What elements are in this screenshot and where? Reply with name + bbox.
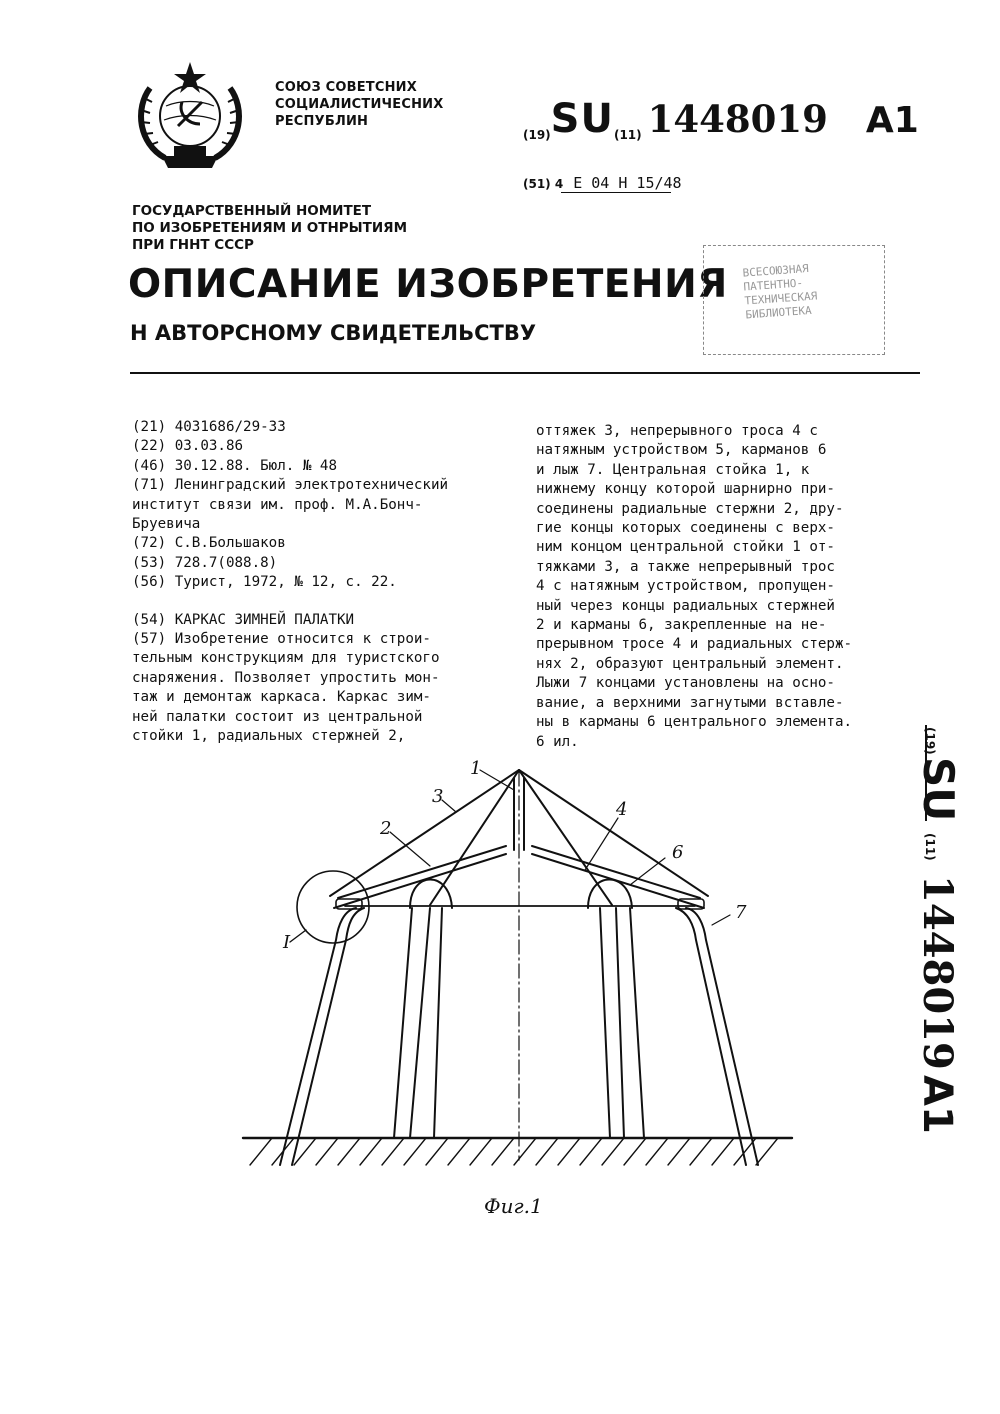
abstract-line: натяжным устройством 5, карманов 6 [536, 442, 827, 459]
abstract-line: ней палатки состоит из центральной [132, 708, 423, 725]
stamp-line: БИБЛИОТЕКА [745, 303, 813, 322]
ipc-underline [561, 192, 671, 193]
biblio-line: (72) С.В.Большаков [132, 535, 286, 552]
label-3: 3 [432, 786, 444, 807]
union-line: РЕСПУБЛИН [275, 114, 369, 129]
invention-title: (54) КАРКАС ЗИМНЕЙ ПАЛАТКИ [132, 611, 355, 628]
label-7: 7 [735, 902, 747, 923]
abstract-line: тяжками 3, а также непрерывный трос [536, 558, 835, 575]
biblio-line: Бруевича [132, 516, 201, 533]
biblio-line: (46) 30.12.88. Бюл. № 48 [132, 457, 337, 474]
committee-line: ПРИ ГННТ СССР [132, 237, 254, 253]
abstract-line: нижнему концу которой шарнирно при- [536, 481, 835, 498]
label-4: 4 [616, 799, 628, 820]
stamp-line: ТЕХНИЧЕСКАЯ [744, 289, 818, 308]
biblio-line: (71) Ленинградский электротехнический [132, 477, 449, 494]
committee-name [132, 203, 407, 254]
side-country-code: SU [914, 757, 963, 822]
document-subtitle: Н АВТОРСНОМУ СВИДЕТЕЛЬСТВУ [130, 321, 537, 345]
field-11: (11) [613, 128, 642, 142]
stamp-line: ВСЕСОЮЗНАЯ [742, 261, 810, 280]
abstract-line: 6 ил. [536, 733, 579, 750]
biblio-line: (56) Турист, 1972, № 12, с. 22. [132, 574, 397, 591]
left-column [132, 418, 448, 747]
label-6: 6 [672, 842, 684, 863]
ipc-code: Е 04 Н 15/48 [573, 174, 682, 192]
side-kind-code: A1 [914, 1075, 960, 1134]
abstract-line: прерывном тросе 4 и радиальных стерж- [536, 636, 853, 653]
abstract-line: оттяжек 3, непрерывного троса 4 с [536, 423, 818, 439]
side-patent-identifier [902, 725, 982, 1165]
side-patent-number: 1448019 [914, 875, 961, 1070]
label-2: 2 [380, 818, 392, 839]
abstract-line: 4 с натяжным устройством, пропущен- [536, 578, 835, 595]
library-stamp [703, 245, 885, 355]
ussr-emblem-icon [130, 58, 250, 173]
abstract-line: ный через концы радиальных стержней [536, 597, 835, 614]
abstract-line: гие концы которых соединены с верх- [536, 520, 835, 537]
abstract-line: соединены радиальные стержни 2, дру- [536, 500, 844, 517]
label-detail-i: I [283, 932, 291, 953]
side-field-19: (19) [923, 727, 937, 755]
abstract-line: стойки 1, радиальных стержней 2, [132, 728, 406, 745]
label-1: 1 [470, 758, 482, 779]
abstract-line: тельным конструкциям для туристского [132, 650, 440, 667]
abstract-line: (57) Изобретение относится к строи- [132, 631, 431, 648]
committee-line: ГОСУДАРСТВЕННЫЙ НОМИТЕТ [132, 203, 372, 219]
figure-caption: Фиг.1 [484, 1194, 543, 1218]
stamp-text [742, 262, 819, 323]
ipc-classification [523, 174, 682, 192]
abstract-line: вание, а верхними загнутыми вставле- [536, 694, 844, 711]
biblio-line: (21) 4031686/29-33 [132, 419, 286, 435]
abstract-line: ним концом центральной стойки 1 от- [536, 539, 835, 556]
patent-identifier [523, 96, 919, 142]
biblio-line: институт связи им. проф. М.А.Бонч- [132, 496, 423, 513]
abstract-line: 2 и карманы 6, закрепленные на не- [536, 617, 827, 634]
union-line: СОЦИАЛИСТИЧЕСНИХ [275, 97, 444, 112]
kind-code: A1 [865, 100, 919, 141]
abstract-line: ны в карманы 6 центрального элемента. [536, 714, 853, 731]
country-code: SU [550, 96, 614, 142]
committee-line: ПО ИЗОБРЕТЕНИЯМ И ОТНРЫТИЯМ [132, 220, 408, 236]
right-column [536, 422, 852, 752]
abstract-line: Лыжи 7 концами установлены на осно- [536, 675, 835, 692]
field-51: (51) 4 [523, 177, 564, 191]
abstract-line: нях 2, образуют центральный элемент. [536, 655, 844, 672]
abstract-line: таж и демонтаж каркаса. Каркас зим- [132, 689, 431, 706]
document-title: ОПИСАНИЕ ИЗОБРЕТЕНИЯ [128, 262, 728, 307]
header-divider [130, 372, 920, 374]
abstract-line: снаряжения. Позволяет упростить мон- [132, 669, 440, 686]
field-19: (19) [523, 128, 551, 142]
stamp-line: ПАТЕНТНО- [743, 276, 804, 294]
abstract-line: и лыж 7. Центральная стойка 1, к [536, 461, 810, 478]
side-field-11: (11) [923, 833, 937, 861]
union-name [275, 79, 443, 130]
patent-number: 1448019 [647, 97, 828, 141]
tent-frame-drawing [240, 755, 800, 1175]
biblio-line: (53) 728.7(088.8) [132, 554, 278, 571]
biblio-line: (22) 03.03.86 [132, 438, 244, 455]
union-line: СОЮЗ СОВЕТСНИХ [275, 80, 417, 95]
